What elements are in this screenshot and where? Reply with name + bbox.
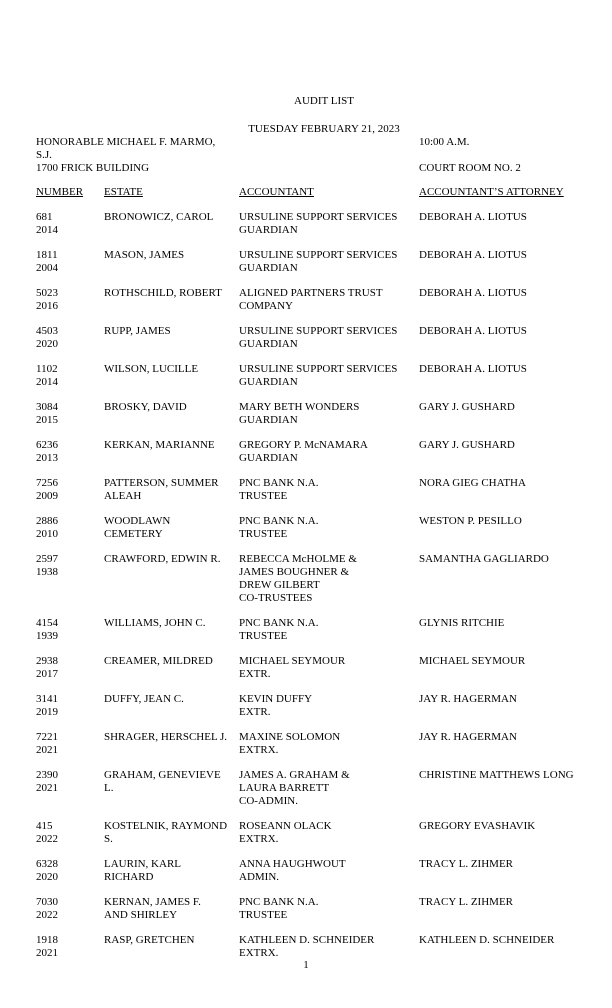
attorney-name-line: GREGORY EVASHAVIK [419,820,536,832]
attorney-name-line: NORA GIEG CHATHA [419,477,526,489]
estate-name [104,363,232,376]
entry-number-line: 5023 [36,287,58,299]
accountant-name-line: CO-ADMIN. [239,795,298,807]
accountant-name-line: ANNA HAUGHWOUT [239,858,346,870]
attorney-name-line: DEBORAH A. LIOTUS [419,363,527,375]
estate-name-line: KERNAN, JAMES F. [104,896,201,908]
document-title: AUDIT LIST [294,95,354,107]
accountant-name [239,363,414,389]
accountant-name-line: URSULINE SUPPORT SERVICES [239,211,398,223]
entry-number-line: 415 [36,820,53,832]
accountant-name-line: GUARDIAN [239,452,298,464]
attorney-name [419,363,609,376]
accountant-name [239,515,414,541]
accountant-name-line: URSULINE SUPPORT SERVICES [239,249,398,261]
entry-number-line: 2004 [36,262,58,274]
estate-name-line: L. [104,782,114,794]
attorney-name [419,731,609,744]
estate-name [104,820,232,846]
attorney-name-line: KATHLEEN D. SCHNEIDER [419,934,555,946]
attorney-name-line: GLYNIS RITCHIE [419,617,505,629]
entry-number [36,858,96,884]
attorney-name [419,401,609,414]
column-header-estate: ESTATE [104,186,143,198]
entry-number-line: 2014 [36,376,58,388]
attorney-name-line: GARY J. GUSHARD [419,439,515,451]
attorney-name-line: WESTON P. PESILLO [419,515,522,527]
accountant-name [239,896,414,922]
estate-name-line: PATTERSON, SUMMER [104,477,219,489]
estate-name [104,731,232,744]
attorney-name [419,249,609,262]
estate-name [104,655,232,668]
accountant-name [239,439,414,465]
entry-number-line: 6328 [36,858,58,870]
accountant-name-line: EXTRX. [239,833,279,845]
accountant-name-line: DREW GILBERT [239,579,320,591]
entry-number [36,693,96,719]
accountant-name [239,617,414,643]
attorney-name [419,287,609,300]
estate-name [104,858,232,884]
entry-number-line: 1918 [36,934,58,946]
column-header-accountant: ACCOUNTANT [239,186,314,198]
accountant-name-line: CO-TRUSTEES [239,592,313,604]
estate-name [104,325,232,338]
entry-number-line: 2009 [36,490,58,502]
accountant-name [239,858,414,884]
accountant-name [239,401,414,427]
accountant-name-line: GREGORY P. McNAMARA [239,439,368,451]
entry-number [36,617,96,643]
entry-number-line: 2390 [36,769,58,781]
attorney-name [419,477,609,490]
accountant-name-line: GUARDIAN [239,376,298,388]
estate-name [104,769,232,795]
accountant-name-line: GUARDIAN [239,224,298,236]
estate-name-line: BRONOWICZ, CAROL [104,211,214,223]
accountant-name-line: ADMIN. [239,871,280,883]
entry-number [36,769,96,795]
estate-name [104,896,232,922]
entry-number-line: 2021 [36,947,58,959]
entry-number-line: 2017 [36,668,58,680]
accountant-name [239,325,414,351]
attorney-name [419,325,609,338]
accountant-name-line: GUARDIAN [239,338,298,350]
entry-number-line: 4503 [36,325,58,337]
entry-number [36,515,96,541]
entry-number-line: 7256 [36,477,58,489]
entry-number-line: 681 [36,211,53,223]
attorney-name-line: JAY R. HAGERMAN [419,731,517,743]
accountant-name-line: PNC BANK N.A. [239,515,319,527]
entry-number-line: 4154 [36,617,58,629]
accountant-name-line: JAMES A. GRAHAM & [239,769,350,781]
accountant-name [239,731,414,757]
entry-number-line: 3084 [36,401,58,413]
estate-name-line: ALEAH [104,490,142,502]
estate-name-line: LAURIN, KARL [104,858,181,870]
entry-number-line: 2014 [36,224,58,236]
accountant-name-line: TRUSTEE [239,490,288,502]
entry-number-line: 2010 [36,528,58,540]
estate-name-line: GRAHAM, GENEVIEVE [104,769,221,781]
entry-number-line: 2886 [36,515,58,527]
accountant-name-line: URSULINE SUPPORT SERVICES [239,325,398,337]
entry-number [36,477,96,503]
accountant-name-line: EXTRX. [239,744,279,756]
estate-name [104,934,232,947]
attorney-name [419,515,609,528]
attorney-name [419,553,609,566]
entry-number-line: 2021 [36,782,58,794]
entry-number [36,934,96,960]
estate-name-line: CEMETERY [104,528,163,540]
accountant-name [239,211,414,237]
estate-name-line: WILLIAMS, JOHN C. [104,617,206,629]
attorney-name [419,439,609,452]
accountant-name [239,820,414,846]
attorney-name-line: TRACY L. ZIHMER [419,858,514,870]
attorney-name [419,858,609,871]
accountant-name-line: EXTRX. [239,947,279,959]
entry-number-line: 2013 [36,452,58,464]
attorney-name-line: DEBORAH A. LIOTUS [419,325,527,337]
attorney-name-line: MICHAEL SEYMOUR [419,655,526,667]
column-header-attorney: ACCOUNTANT’S ATTORNEY [419,186,564,198]
courtroom-number: COURT ROOM NO. 2 [419,162,521,174]
accountant-name-line: KATHLEEN D. SCHNEIDER [239,934,375,946]
accountant-name-line: EXTR. [239,706,271,718]
entry-number-line: 2016 [36,300,58,312]
attorney-name [419,820,609,833]
estate-name-line: CREAMER, MILDRED [104,655,213,667]
accountant-name [239,693,414,719]
entry-number-line: 2020 [36,338,58,350]
attorney-name-line: DEBORAH A. LIOTUS [419,249,527,261]
accountant-name-line: GUARDIAN [239,262,298,274]
entry-number-line: 7221 [36,731,58,743]
entry-number [36,401,96,427]
attorney-name [419,769,609,782]
entry-number [36,287,96,313]
estate-name [104,439,232,452]
attorney-name-line: GARY J. GUSHARD [419,401,515,413]
attorney-name-line: SAMANTHA GAGLIARDO [419,553,549,565]
attorney-name [419,211,609,224]
estate-name-line: RICHARD [104,871,154,883]
entry-number-line: 2015 [36,414,58,426]
building-address: 1700 FRICK BUILDING [36,162,150,174]
entry-number-line: 2938 [36,655,58,667]
entry-number-line: 6236 [36,439,58,451]
accountant-name [239,477,414,503]
estate-name-line: S. [104,833,113,845]
estate-name [104,249,232,262]
accountant-name-line: MARY BETH WONDERS [239,401,360,413]
estate-name-line: RASP, GRETCHEN [104,934,195,946]
attorney-name [419,934,609,947]
accountant-name [239,249,414,275]
estate-name-line: BROSKY, DAVID [104,401,187,413]
estate-name [104,401,232,414]
entry-number [36,553,96,579]
entry-number-line: 3141 [36,693,58,705]
estate-name-line: WILSON, LUCILLE [104,363,199,375]
accountant-name-line: PNC BANK N.A. [239,896,319,908]
estate-name [104,211,232,224]
accountant-name-line: PNC BANK N.A. [239,477,319,489]
estate-name [104,515,232,541]
entry-number [36,325,96,351]
estate-name-line: KOSTELNIK, RAYMOND [104,820,228,832]
estate-name-line: MASON, JAMES [104,249,185,261]
estate-name [104,617,232,630]
hearing-time: 10:00 A.M. [419,136,470,148]
column-header-number: NUMBER [36,186,84,198]
attorney-name [419,655,609,668]
estate-name-line: ROTHSCHILD, ROBERT [104,287,222,299]
accountant-name-line: PNC BANK N.A. [239,617,319,629]
attorney-name-line: CHRISTINE MATTHEWS LONG [419,769,574,781]
estate-name-line: KERKAN, MARIANNE [104,439,215,451]
accountant-name-line: TRUSTEE [239,909,288,921]
entry-number-line: 7030 [36,896,58,908]
estate-name-line: CRAWFORD, EDWIN R. [104,553,221,565]
attorney-name [419,693,609,706]
entry-number-line: 1811 [36,249,58,261]
accountant-name-line: TRUSTEE [239,528,288,540]
entry-number [36,363,96,389]
entry-number [36,731,96,757]
accountant-name-line: EXTR. [239,668,271,680]
hearing-date: TUESDAY FEBRUARY 21, 2023 [248,123,400,135]
attorney-name [419,617,609,630]
entry-number-line: 2597 [36,553,58,565]
accountant-name-line: URSULINE SUPPORT SERVICES [239,363,398,375]
accountant-name [239,655,414,681]
accountant-name [239,287,414,313]
page-number: 1 [303,959,309,971]
entry-number [36,655,96,681]
accountant-name-line: MAXINE SOLOMON [239,731,341,743]
attorney-name [419,896,609,909]
accountant-name-line: MICHAEL SEYMOUR [239,655,346,667]
accountant-name [239,769,414,808]
estate-name-line: AND SHIRLEY [104,909,178,921]
entry-number [36,439,96,465]
estate-name [104,553,232,566]
estate-name [104,693,232,706]
estate-name-line: DUFFY, JEAN C. [104,693,184,705]
accountant-name-line: LAURA BARRETT [239,782,330,794]
attorney-name-line: TRACY L. ZIHMER [419,896,514,908]
judge-name: HONORABLE MICHAEL F. MARMO, S.J. [36,136,216,161]
estate-name-line: SHRAGER, HERSCHEL J. [104,731,228,743]
entry-number [36,896,96,922]
accountant-name-line: TRUSTEE [239,630,288,642]
entry-number-line: 1938 [36,566,58,578]
accountant-name-line: ALIGNED PARTNERS TRUST [239,287,383,299]
entry-number-line: 2022 [36,909,58,921]
estate-name [104,477,232,503]
entry-number-line: 2019 [36,706,58,718]
entry-number-line: 2020 [36,871,58,883]
accountant-name-line: JAMES BOUGHNER & [239,566,350,578]
accountant-name-line: COMPANY [239,300,294,312]
entry-number-line: 2022 [36,833,58,845]
estate-name [104,287,232,300]
entry-number-line: 1102 [36,363,58,375]
entry-number [36,211,96,237]
attorney-name-line: DEBORAH A. LIOTUS [419,287,527,299]
accountant-name [239,553,414,605]
accountant-name-line: ROSEANN OLACK [239,820,332,832]
entry-number [36,249,96,275]
entry-number [36,820,96,846]
accountant-name-line: GUARDIAN [239,414,298,426]
accountant-name-line: REBECCA McHOLME & [239,553,357,565]
attorney-name-line: JAY R. HAGERMAN [419,693,517,705]
entry-number-line: 1939 [36,630,58,642]
attorney-name-line: DEBORAH A. LIOTUS [419,211,527,223]
estate-name-line: RUPP, JAMES [104,325,171,337]
estate-name-line: WOODLAWN [104,515,171,527]
entry-number-line: 2021 [36,744,58,756]
accountant-name-line: KEVIN DUFFY [239,693,313,705]
accountant-name [239,934,414,960]
